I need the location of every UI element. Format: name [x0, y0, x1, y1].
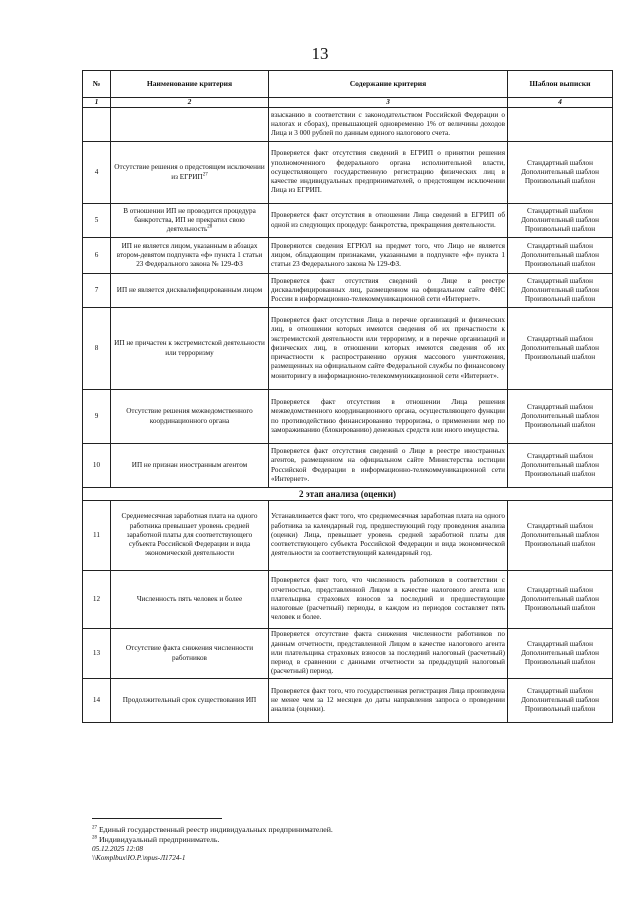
template-option: Дополнительный шаблон: [521, 411, 599, 420]
template-option: Произвольный шаблон: [524, 421, 596, 430]
criterion-templates: [508, 629, 613, 679]
criterion-templates: [508, 501, 613, 571]
table-row: [83, 679, 613, 723]
criterion-templates: [508, 679, 613, 723]
table-row: [83, 204, 613, 238]
template-option: Стандартный шаблон: [527, 334, 593, 343]
header-template: Шаблон выписки: [508, 71, 613, 98]
table-row: [83, 501, 613, 571]
table-row: [83, 308, 613, 390]
template-option: Стандартный шаблон: [527, 241, 593, 250]
criterion-content: Проверяется факт отсутствия в отношении Лица решения межведомственного координационного органа, осуществляющего функции по противодействию финансированию терроризма, о применении мер по замораживанию (блокированию) денежных средств или иного имущества.: [269, 390, 508, 444]
continuation-content: взысканию в соответствии с законодательством Российской Федерации о налогах и сборах), превышающей одновременно 1% от величины доходов Лица и 3 000 рублей по данным единого налогового счета.: [269, 108, 508, 142]
criterion-templates: [508, 238, 613, 274]
template-option: Стандартный шаблон: [527, 158, 593, 167]
criterion-templates: [508, 308, 613, 390]
criterion-content: Проверяется факт отсутствия в отношении Лица сведений в ЕГРИП об одной из следующих процедур: банкротства, прекращения деятельности.: [269, 204, 508, 238]
criterion-name-text: Отсутствие решения межведомственного координационного органа: [126, 407, 253, 425]
criteria-table: [82, 70, 613, 723]
criterion-name-text: ИП не признан иностранным агентом: [131, 460, 248, 469]
template-option: Произвольный шаблон: [524, 225, 596, 234]
criterion-number: 12: [83, 571, 111, 629]
criterion-name-text: Среднемесячная заработная плата на одного работника превышает уровень средней заработной платы для соответствующего субъекта Российской Федерации и вида экономической деятельности: [121, 512, 258, 558]
criterion-content: Проверяется факт отсутствия Лица в перечне организаций и физических лиц, в отношении которых имеются сведения об их причастности к экстремистской деятельности или терроризму, и в перечне организаций и физических лиц, в отношении которых имеются сведения об их причастности к распространению оружия массового уничтожения, размещенных на официальном сайте Федеральной службы по финансовому мониторингу в информационно-телекоммуникационной сети «Интернет».: [269, 308, 508, 390]
criterion-content: Устанавливается факт того, что среднемесячная заработная плата на одного работника за календарный год, предшествующий году проведения анализа (оценки) Лица, превышает уровень средней заработной платы для соответствующего субъекта Российской Федерации и вида экономической деятельности за соответствующий календарный год.: [269, 501, 508, 571]
template-option: Произвольный шаблон: [524, 260, 596, 269]
criterion-name: [111, 444, 269, 488]
header-num: №: [83, 71, 111, 98]
table-row: [83, 238, 613, 274]
criterion-templates: [508, 204, 613, 238]
criterion-number: 4: [83, 142, 111, 204]
criterion-content: Проверяется факт отсутствия сведений в ЕГРИП о принятии решения уполномоченного федерального органа исполнительной власти, осуществляющего государственную регистрацию физических лиц в качестве индивидуальных предпринимателей, о предстоящем исключении Лица из ЕГРИП.: [269, 142, 508, 204]
column-index-row: [83, 98, 613, 108]
stage-2-title: 2 этап анализа (оценки): [83, 488, 613, 501]
template-option: Стандартный шаблон: [527, 686, 593, 695]
template-option: Стандартный шаблон: [527, 639, 593, 648]
footnote-28: $^{28}$ Индивидуальный предприниматель.: [92, 835, 220, 844]
index-cell: 2: [111, 98, 269, 108]
criterion-name-text: Численность пять человек и более: [136, 594, 243, 603]
criterion-name: [111, 629, 269, 679]
criterion-number: 14: [83, 679, 111, 723]
criterion-number: 7: [83, 274, 111, 308]
stage-2-header: [83, 488, 613, 501]
template-option: Дополнительный шаблон: [521, 648, 599, 657]
continuation-row: [83, 108, 613, 142]
template-option: Произвольный шаблон: [524, 177, 596, 186]
criterion-name: [111, 238, 269, 274]
criterion-templates: [508, 444, 613, 488]
template-option: Дополнительный шаблон: [521, 285, 599, 294]
template-option: Дополнительный шаблон: [521, 530, 599, 539]
template-option: Дополнительный шаблон: [521, 594, 599, 603]
template-option: Дополнительный шаблон: [521, 250, 599, 259]
template-option: Дополнительный шаблон: [521, 167, 599, 176]
index-cell: 4: [508, 98, 613, 108]
criterion-number: 9: [83, 390, 111, 444]
footnote-ref: 27: [202, 172, 208, 178]
template-option: Стандартный шаблон: [527, 206, 593, 215]
criterion-name-text: ИП не является лицом, указанным в абзацах втором-девятом подпункта «ф» пункта 1 статьи 23 Федерального закона № 129-ФЗ: [116, 241, 263, 269]
template-option: Произвольный шаблон: [524, 604, 596, 613]
criterion-name: [111, 142, 269, 204]
criterion-number: 11: [83, 501, 111, 571]
print-date-stamp: 05.12.2025 12:08: [92, 845, 143, 853]
table-row: [83, 444, 613, 488]
table-row: [83, 629, 613, 679]
file-path-stamp: \\Komplbux\Ю.Р.\npus-Л1724-1: [92, 854, 186, 862]
template-option: Произвольный шаблон: [524, 540, 596, 549]
template-option: Стандартный шаблон: [527, 451, 593, 460]
criterion-name: [111, 274, 269, 308]
criterion-name: [111, 501, 269, 571]
criterion-name-text: В отношении ИП не проводится процедура банкротства, ИП не прекратил свою деятельность: [123, 206, 256, 234]
criterion-number: 8: [83, 308, 111, 390]
footnote-27: $^{27}$ Единый государственный реестр индивидуальных предпринимателей.: [92, 825, 333, 834]
header-content: Содержание критерия: [269, 71, 508, 98]
criterion-templates: [508, 571, 613, 629]
criterion-name-text: ИП не причастен к экстремистской деятельности или терроризму: [114, 339, 265, 357]
table-row: [83, 390, 613, 444]
template-option: Дополнительный шаблон: [521, 343, 599, 352]
table-row: [83, 142, 613, 204]
template-option: Произвольный шаблон: [524, 470, 596, 479]
template-option: Произвольный шаблон: [524, 295, 596, 304]
template-option: Произвольный шаблон: [524, 353, 596, 362]
page-number: 13: [311, 44, 329, 63]
footnotes: [92, 818, 612, 863]
criterion-name-text: Отсутствие решения о предстоящем исключении из ЕГРИП: [114, 163, 265, 181]
criterion-content: Проверяется факт отсутствия сведений о Лице в реестре иностранных агентов, размещенном на официальном сайте Министерства юстиции Российской Федерации в информационно-телекоммуникационной сети «Интернет».: [269, 444, 508, 488]
criterion-number: 6: [83, 238, 111, 274]
index-cell: 3: [269, 98, 508, 108]
criterion-templates: [508, 274, 613, 308]
criterion-templates: [508, 142, 613, 204]
table-header-row: [83, 71, 613, 98]
template-option: Стандартный шаблон: [527, 585, 593, 594]
header-name: Наименование критерия: [111, 71, 269, 98]
criterion-content: Проверяется факт отсутствия сведений о Лице в реестре дисквалифицированных лиц, размещенном на официальном сайте ФНС России в информационно-телекоммуникационной сети «Интернет».: [269, 274, 508, 308]
criterion-name: [111, 390, 269, 444]
footnote-divider: [92, 818, 222, 819]
criterion-number: 13: [83, 629, 111, 679]
template-option: Стандартный шаблон: [527, 276, 593, 285]
criterion-content: Проверяется отсутствие факта снижения численности работников по данным отчетности, представленной Лицом в качестве налогового агента или плательщика страховых взносов за последний налоговый (расчетный) период в сравнении с данными отчетности за предыдущий налоговый (расчетный) период.: [269, 629, 508, 679]
table-row: [83, 571, 613, 629]
template-option: Стандартный шаблон: [527, 402, 593, 411]
footnote-ref: 28: [207, 224, 213, 230]
table-row: [83, 274, 613, 308]
criterion-templates: [508, 390, 613, 444]
criterion-content: Проверяются сведения ЕГРЮЛ на предмет того, что Лицо не является лицом, обладающим признаками, указанными в подпункте «ф» пункта 1 статьи 23 Федерального закона № 129-ФЗ.: [269, 238, 508, 274]
criterion-name: [111, 308, 269, 390]
criterion-name-text: ИП не является дисквалифицированным лицом: [116, 285, 263, 294]
criterion-number: 10: [83, 444, 111, 488]
criterion-content: Проверяется факт того, что государственная регистрация Лица произведена не менее чем за 12 месяцев до даты направления запроса о проведении анализа (оценки).: [269, 679, 508, 723]
template-option: Дополнительный шаблон: [521, 460, 599, 469]
criterion-name-text: Отсутствие факта снижения численности работников: [125, 644, 254, 662]
template-option: Произвольный шаблон: [524, 705, 596, 714]
template-option: Стандартный шаблон: [527, 521, 593, 530]
criterion-number: 5: [83, 204, 111, 238]
template-option: Произвольный шаблон: [524, 658, 596, 667]
template-option: Дополнительный шаблон: [521, 695, 599, 704]
criterion-name: [111, 679, 269, 723]
criterion-name: [111, 204, 269, 238]
index-cell: 1: [83, 98, 111, 108]
criterion-name-text: Продолжительный срок существования ИП: [122, 695, 257, 704]
criterion-content: Проверяется факт того, что численность работников в соответствии с отчетностью, представленной Лицом в качестве налогового агента или плательщика страховых взносов за последний и предшествующие налоговые (расчетный) периоды, в каждом из периодов составляет пять человек и более.: [269, 571, 508, 629]
criterion-name: [111, 571, 269, 629]
template-option: Дополнительный шаблон: [521, 215, 599, 224]
